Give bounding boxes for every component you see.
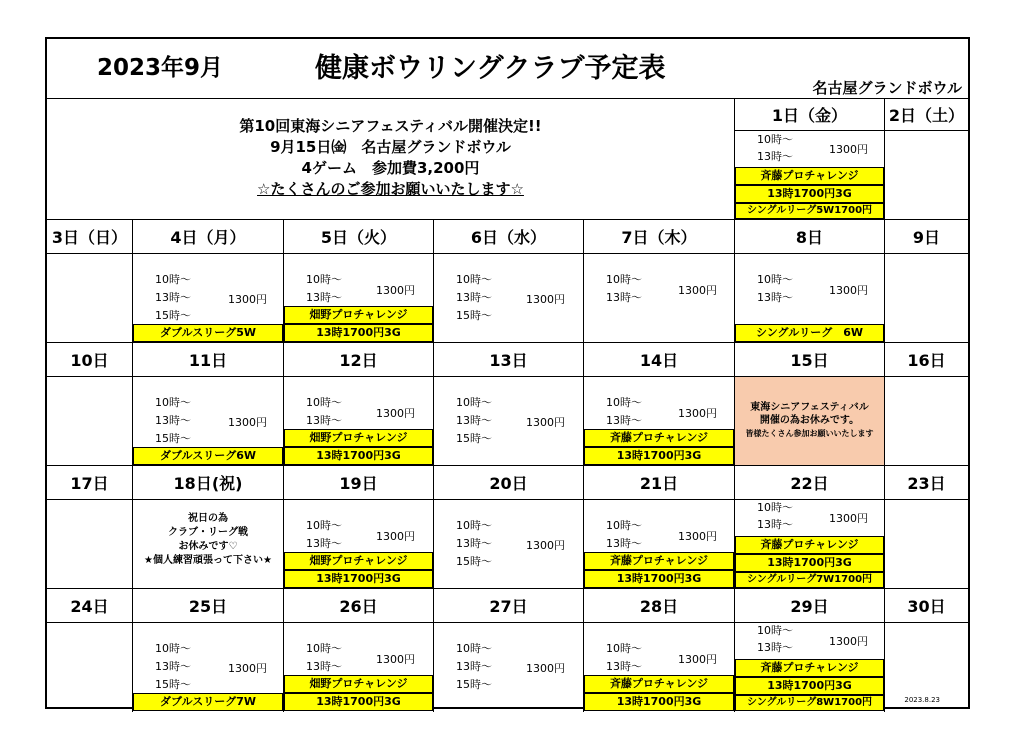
- time-slot: 13時～: [606, 537, 642, 550]
- price: 1300円: [228, 293, 267, 306]
- day-header-15: 15日: [735, 343, 885, 377]
- price: 1300円: [829, 512, 868, 525]
- day-header-21: 21日: [584, 466, 735, 500]
- time-slot: 10時～: [757, 501, 793, 514]
- event-bar: 13時1700円3G: [284, 447, 433, 465]
- time-slot: 13時～: [456, 291, 492, 304]
- event-bar: 13時1700円3G: [284, 693, 433, 711]
- day-cell-12: [284, 377, 434, 466]
- day-header-22: 22日: [735, 466, 885, 500]
- day-header-16: 16日: [885, 343, 968, 377]
- day-header-3: 3日（日）: [47, 220, 133, 254]
- day-cell-23: [885, 500, 968, 589]
- day-cell-20: [434, 500, 584, 589]
- event-bar: シングルリーグ 6W: [735, 324, 884, 342]
- day-cell-27: [434, 623, 584, 712]
- holiday-line: ★個人練習頑張って下さい★: [144, 555, 272, 566]
- day-cell-2: [885, 131, 968, 220]
- day-header-26: 26日: [284, 589, 434, 623]
- time-slot: 13時～: [456, 660, 492, 673]
- day-cell-7: [584, 254, 735, 343]
- fest-line: 東海シニアフェスティバル: [750, 402, 869, 413]
- time-slot: 15時～: [456, 555, 492, 568]
- day-header-7: 7日（木）: [584, 220, 735, 254]
- time-slot: 15時～: [456, 309, 492, 322]
- day-header-30: 30日: [885, 589, 968, 623]
- price: 1300円: [376, 530, 415, 543]
- day-cell-6: [434, 254, 584, 343]
- time-slot: 10時～: [757, 624, 793, 637]
- event-bar: 13時1700円3G: [284, 324, 433, 342]
- day-header-4: 4日（月）: [133, 220, 284, 254]
- time-slot: 13時～: [155, 660, 191, 673]
- notice-line: 9月15日㈮ 名古屋グランドボウル: [270, 138, 511, 156]
- day-header-19: 19日: [284, 466, 434, 500]
- time-slot: 13時～: [456, 537, 492, 550]
- price: 1300円: [526, 293, 565, 306]
- holiday-line: 祝日の為: [188, 513, 228, 524]
- event-bar: 斉藤プロチャレンジ: [584, 552, 734, 570]
- time-slot: 15時～: [456, 678, 492, 691]
- time-slot: 13時～: [606, 660, 642, 673]
- day-cell-9: [885, 254, 968, 343]
- time-slot: 10時～: [456, 273, 492, 286]
- holiday-line: クラブ・リーグ戦: [168, 527, 248, 538]
- day-header-9: 9日: [885, 220, 968, 254]
- day-header-24: 24日: [47, 589, 133, 623]
- day-cell-15: [735, 377, 885, 466]
- time-slot: 15時～: [155, 432, 191, 445]
- event-bar: 斉藤プロチャレンジ: [735, 167, 884, 185]
- day-cell-13: [434, 377, 584, 466]
- event-bar: 畑野プロチャレンジ: [284, 306, 433, 324]
- day-header-1: 1日（金）: [735, 98, 885, 131]
- time-slot: 10時～: [606, 396, 642, 409]
- time-slot: 10時～: [456, 396, 492, 409]
- time-slot: 10時～: [606, 273, 642, 286]
- price: 1300円: [829, 143, 868, 156]
- price: 1300円: [829, 284, 868, 297]
- day-cell-28: [584, 623, 735, 712]
- time-slot: 10時～: [306, 519, 342, 532]
- day-cell-25: [133, 623, 284, 712]
- day-cell-8: [735, 254, 885, 343]
- time-slot: 10時～: [306, 396, 342, 409]
- time-slot: 15時～: [155, 678, 191, 691]
- price: 1300円: [526, 539, 565, 552]
- price: 1300円: [526, 416, 565, 429]
- time-slot: 10時～: [757, 273, 793, 286]
- holiday-line: お休みです♡: [178, 541, 238, 552]
- time-slot: 10時～: [306, 642, 342, 655]
- year-month: 2023年9月: [97, 55, 224, 81]
- day-cell-5: [284, 254, 434, 343]
- notice-line: 4ゲーム 参加費3,200円: [301, 159, 480, 177]
- event-bar: 畑野プロチャレンジ: [284, 552, 433, 570]
- day-header-23: 23日: [885, 466, 968, 500]
- fest-line: 開催の為お休みです。: [759, 415, 860, 426]
- day-header-28: 28日: [584, 589, 735, 623]
- time-slot: 13時～: [306, 660, 342, 673]
- time-slot: 10時～: [606, 519, 642, 532]
- event-bar: 畑野プロチャレンジ: [284, 675, 433, 693]
- time-slot: 13時～: [757, 150, 793, 163]
- day-cell-4: [133, 254, 284, 343]
- event-bar: 13時1700円3G: [735, 554, 884, 572]
- price: 1300円: [526, 662, 565, 675]
- event-bar: 畑野プロチャレンジ: [284, 429, 433, 447]
- time-slot: 13時～: [155, 291, 191, 304]
- event-bar: 斉藤プロチャレンジ: [735, 659, 884, 677]
- time-slot: 13時～: [757, 518, 793, 531]
- day-cell-16: [885, 377, 968, 466]
- event-bar: シングルリーグ8W1700円: [735, 695, 884, 711]
- day-cell-11: [133, 377, 284, 466]
- day-header-10: 10日: [47, 343, 133, 377]
- time-slot: 13時～: [306, 537, 342, 550]
- day-cell-14: [584, 377, 735, 466]
- day-header-27: 27日: [434, 589, 584, 623]
- event-bar: 13時1700円3G: [584, 447, 734, 465]
- event-bar: 13時1700円3G: [584, 693, 734, 711]
- time-slot: 10時～: [456, 642, 492, 655]
- time-slot: 13時～: [606, 414, 642, 427]
- day-header-2: 2日（土）: [885, 98, 968, 131]
- day-cell-17: [47, 500, 133, 589]
- time-slot: 10時～: [155, 642, 191, 655]
- time-slot: 13時～: [606, 291, 642, 304]
- price: 1300円: [678, 284, 717, 297]
- time-slot: 10時～: [757, 133, 793, 146]
- day-cell-29: [735, 623, 885, 712]
- notice-line: 第10回東海シニアフェスティバル開催決定!!: [239, 117, 542, 135]
- fest-line: 皆様たくさん参加お願いいたします: [745, 429, 874, 438]
- time-slot: 10時～: [456, 519, 492, 532]
- event-bar: 斉藤プロチャレンジ: [584, 675, 734, 693]
- price: 1300円: [678, 653, 717, 666]
- date-stamp: 2023.8.23: [904, 696, 940, 704]
- day-header-17: 17日: [47, 466, 133, 500]
- time-slot: 13時～: [306, 291, 342, 304]
- day-cell-21: [584, 500, 735, 589]
- day-header-13: 13日: [434, 343, 584, 377]
- event-bar: ダブルスリーグ7W: [133, 693, 283, 711]
- schedule-sheet: [45, 37, 970, 709]
- day-header-25: 25日: [133, 589, 284, 623]
- header: [47, 39, 968, 99]
- day-header-14: 14日: [584, 343, 735, 377]
- price: 1300円: [228, 662, 267, 675]
- day-header-8: 8日: [735, 220, 885, 254]
- event-bar: 斉藤プロチャレンジ: [735, 536, 884, 554]
- event-bar: シングルリーグ7W1700円: [735, 572, 884, 588]
- day-cell-30: [885, 623, 968, 712]
- price: 1300円: [678, 530, 717, 543]
- time-slot: 13時～: [155, 414, 191, 427]
- event-bar: 13時1700円3G: [584, 570, 734, 588]
- day-header-29: 29日: [735, 589, 885, 623]
- notice-box: [47, 98, 735, 220]
- day-cell-1: [735, 131, 885, 220]
- day-header-6: 6日（水）: [434, 220, 584, 254]
- day-cell-19: [284, 500, 434, 589]
- time-slot: 13時～: [757, 291, 793, 304]
- price: 1300円: [376, 407, 415, 420]
- price: 1300円: [376, 653, 415, 666]
- venue-name: 名古屋グランドボウル: [812, 79, 962, 97]
- day-cell-18: [133, 500, 284, 589]
- day-cell-22: [735, 500, 885, 589]
- day-header-20: 20日: [434, 466, 584, 500]
- price: 1300円: [228, 416, 267, 429]
- day-cell-3: [47, 254, 133, 343]
- time-slot: 13時～: [757, 641, 793, 654]
- page-title: 健康ボウリングクラブ予定表: [315, 53, 666, 84]
- time-slot: 13時～: [306, 414, 342, 427]
- time-slot: 13時～: [456, 414, 492, 427]
- time-slot: 15時～: [155, 309, 191, 322]
- day-cell-24: [47, 623, 133, 712]
- time-slot: 10時～: [155, 273, 191, 286]
- time-slot: 10時～: [606, 642, 642, 655]
- price: 1300円: [376, 284, 415, 297]
- day-header-5: 5日（火）: [284, 220, 434, 254]
- price: 1300円: [829, 635, 868, 648]
- event-bar: 13時1700円3G: [284, 570, 433, 588]
- time-slot: 15時～: [456, 432, 492, 445]
- day-header-12: 12日: [284, 343, 434, 377]
- event-bar: ダブルスリーグ5W: [133, 324, 283, 342]
- time-slot: 10時～: [306, 273, 342, 286]
- event-bar: 13時1700円3G: [735, 677, 884, 695]
- event-bar: 13時1700円3G: [735, 185, 884, 203]
- event-bar: ダブルスリーグ6W: [133, 447, 283, 465]
- notice-line: ☆たくさんのご参加お願いいたします☆: [257, 180, 524, 198]
- event-bar: 斉藤プロチャレンジ: [584, 429, 734, 447]
- day-header-18: 18日(祝): [133, 466, 284, 500]
- price: 1300円: [678, 407, 717, 420]
- time-slot: 10時～: [155, 396, 191, 409]
- event-bar: シングルリーグ5W1700円: [735, 203, 884, 219]
- day-cell-26: [284, 623, 434, 712]
- day-cell-10: [47, 377, 133, 466]
- day-header-11: 11日: [133, 343, 284, 377]
